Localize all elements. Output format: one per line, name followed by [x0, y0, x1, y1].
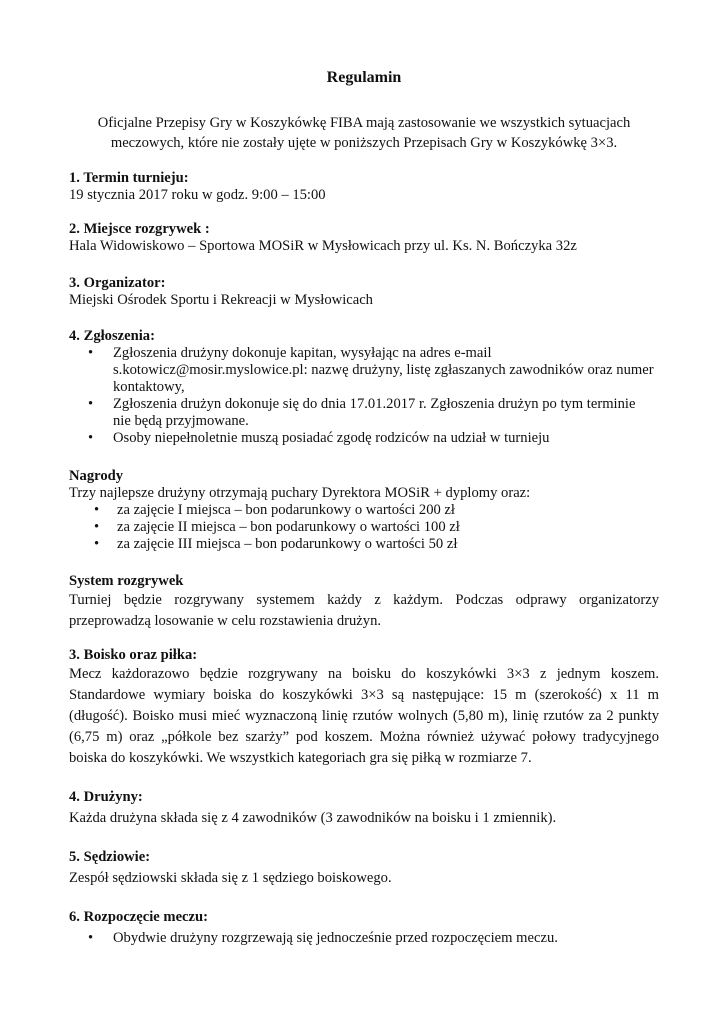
- section-text: Każda drużyna składa się z 4 zawodników (3 zawodników na boisku i 1 zmiennik).: [69, 810, 557, 826]
- list-item-line: Obydwie drużyny rozgrzewają się jednocześnie przed rozpoczęciem meczu.: [113, 930, 558, 946]
- section-text: Hala Widowiskowo – Sportowa MOSiR w Mysłowicach przy ul. Ks. N. Bończyka 32z: [69, 238, 577, 254]
- section-heading: System rozgrywek: [69, 573, 184, 589]
- section-paragraph: [69, 590, 659, 632]
- bullet-icon: •: [94, 519, 100, 535]
- list-item-line: Osoby niepełnoletnie muszą posiadać zgodę rodziców na udział w turnieju: [113, 430, 550, 446]
- paragraph-line: boiska do koszykówki. We wszystkich kategoriach gra się piłką w rozmiarze 7.: [69, 750, 532, 766]
- paragraph-line: Mecz każdorazowo będzie rozgrywany na boisku do koszykówki 3×3 z jednym koszem.: [69, 666, 659, 682]
- list-item-line: s.kotowicz@mosir.myslowice.pl: nazwę drużyny, listę zgłaszanych zawodników oraz numer: [113, 362, 654, 378]
- intro-line: meczowych, które nie zostały ujęte w poniższych Przepisach Gry w Koszykówkę 3×3.: [110, 135, 618, 151]
- section-heading: 3. Boisko oraz piłka:: [69, 647, 198, 663]
- section-referees: [69, 849, 659, 887]
- list-item: [69, 519, 659, 536]
- section-heading: 5. Sędziowie:: [69, 849, 151, 865]
- list-item-line: kontaktowy,: [113, 379, 185, 395]
- bullet-icon: •: [94, 536, 100, 552]
- intro-line: Oficjalne Przepisy Gry w Koszykówkę FIBA mają zastosowanie we wszystkich sytuacjach: [97, 115, 631, 131]
- section-start: [69, 909, 659, 947]
- section-organizer: [69, 275, 659, 309]
- start-list: [69, 930, 659, 947]
- list-item-line: za zajęcie II miejsca – bon podarunkowy o wartości 100 zł: [117, 519, 460, 535]
- section-teams: [69, 789, 659, 827]
- list-item-line: Zgłoszenia drużyn dokonuje się do dnia 17.01.2017 r. Zgłoszenia drużyn po tym terminie: [113, 396, 636, 412]
- list-item: [69, 930, 659, 947]
- section-term: [69, 170, 659, 204]
- bullet-icon: •: [88, 345, 94, 361]
- section-text: 19 stycznia 2017 roku w godz. 9:00 – 15:00: [69, 187, 326, 203]
- intro-paragraph: [69, 113, 659, 153]
- list-item: [69, 536, 659, 553]
- section-court: [69, 647, 659, 769]
- list-item: [69, 502, 659, 519]
- list-item-line: Zgłoszenia drużyny dokonuje kapitan, wysyłając na adres e-mail: [113, 345, 492, 361]
- bullet-icon: •: [88, 430, 94, 446]
- list-item: [69, 430, 659, 447]
- section-heading: 4. Drużyny:: [69, 789, 143, 805]
- list-item-line: za zajęcie III miejsca – bon podarunkowy o wartości 50 zł: [117, 536, 458, 552]
- paragraph-line: Turniej będzie rozgrywany systemem każdy z każdym. Podczas odprawy organizatorzy: [69, 592, 659, 608]
- section-heading: 3. Organizator:: [69, 275, 166, 291]
- bullet-icon: •: [88, 930, 94, 946]
- paragraph-line: (długość). Boisko musi mieć wyznaczoną linię rzutów wolnych (5,80 m), linię rzutów za 2 punkty: [69, 708, 659, 724]
- section-system: [69, 573, 659, 632]
- list-item-line: nie będą przyjmowane.: [113, 413, 249, 429]
- section-applications: [69, 328, 659, 447]
- prizes-list: [69, 502, 659, 553]
- paragraph-line: Standardowe wymiary boiska do koszykówki 3×3 są następujące: 15 m (szerokość) x 11 m: [69, 687, 659, 703]
- page-title: Regulamin: [326, 69, 402, 86]
- section-venue: [69, 221, 659, 255]
- section-heading: 1. Termin turnieju:: [69, 170, 189, 186]
- paragraph-line: (6,75 m) oraz „półkole bez szarży” pod koszem. Można również używać połowy tradycyjnego: [69, 729, 659, 745]
- section-text: Trzy najlepsze drużyny otrzymają puchary Dyrektora MOSiR + dyplomy oraz:: [69, 485, 531, 501]
- list-item: [69, 345, 659, 396]
- section-text: Zespół sędziowski składa się z 1 sędziego boiskowego.: [69, 870, 392, 886]
- applications-list: [69, 345, 659, 447]
- section-paragraph: [69, 664, 659, 769]
- paragraph-line: przeprowadzą losowanie w celu rozstawienia drużyn.: [69, 613, 382, 629]
- list-item-line: za zajęcie I miejsca – bon podarunkowy o wartości 200 zł: [117, 502, 455, 518]
- bullet-icon: •: [94, 502, 100, 518]
- section-heading: 2. Miejsce rozgrywek :: [69, 221, 210, 237]
- section-prizes: [69, 468, 659, 553]
- list-item: [69, 396, 659, 430]
- section-heading: 4. Zgłoszenia:: [69, 328, 155, 344]
- section-heading: Nagrody: [69, 468, 124, 484]
- section-heading: 6. Rozpoczęcie meczu:: [69, 909, 208, 925]
- section-text: Miejski Ośrodek Sportu i Rekreacji w Mysłowicach: [69, 292, 373, 308]
- bullet-icon: •: [88, 396, 94, 412]
